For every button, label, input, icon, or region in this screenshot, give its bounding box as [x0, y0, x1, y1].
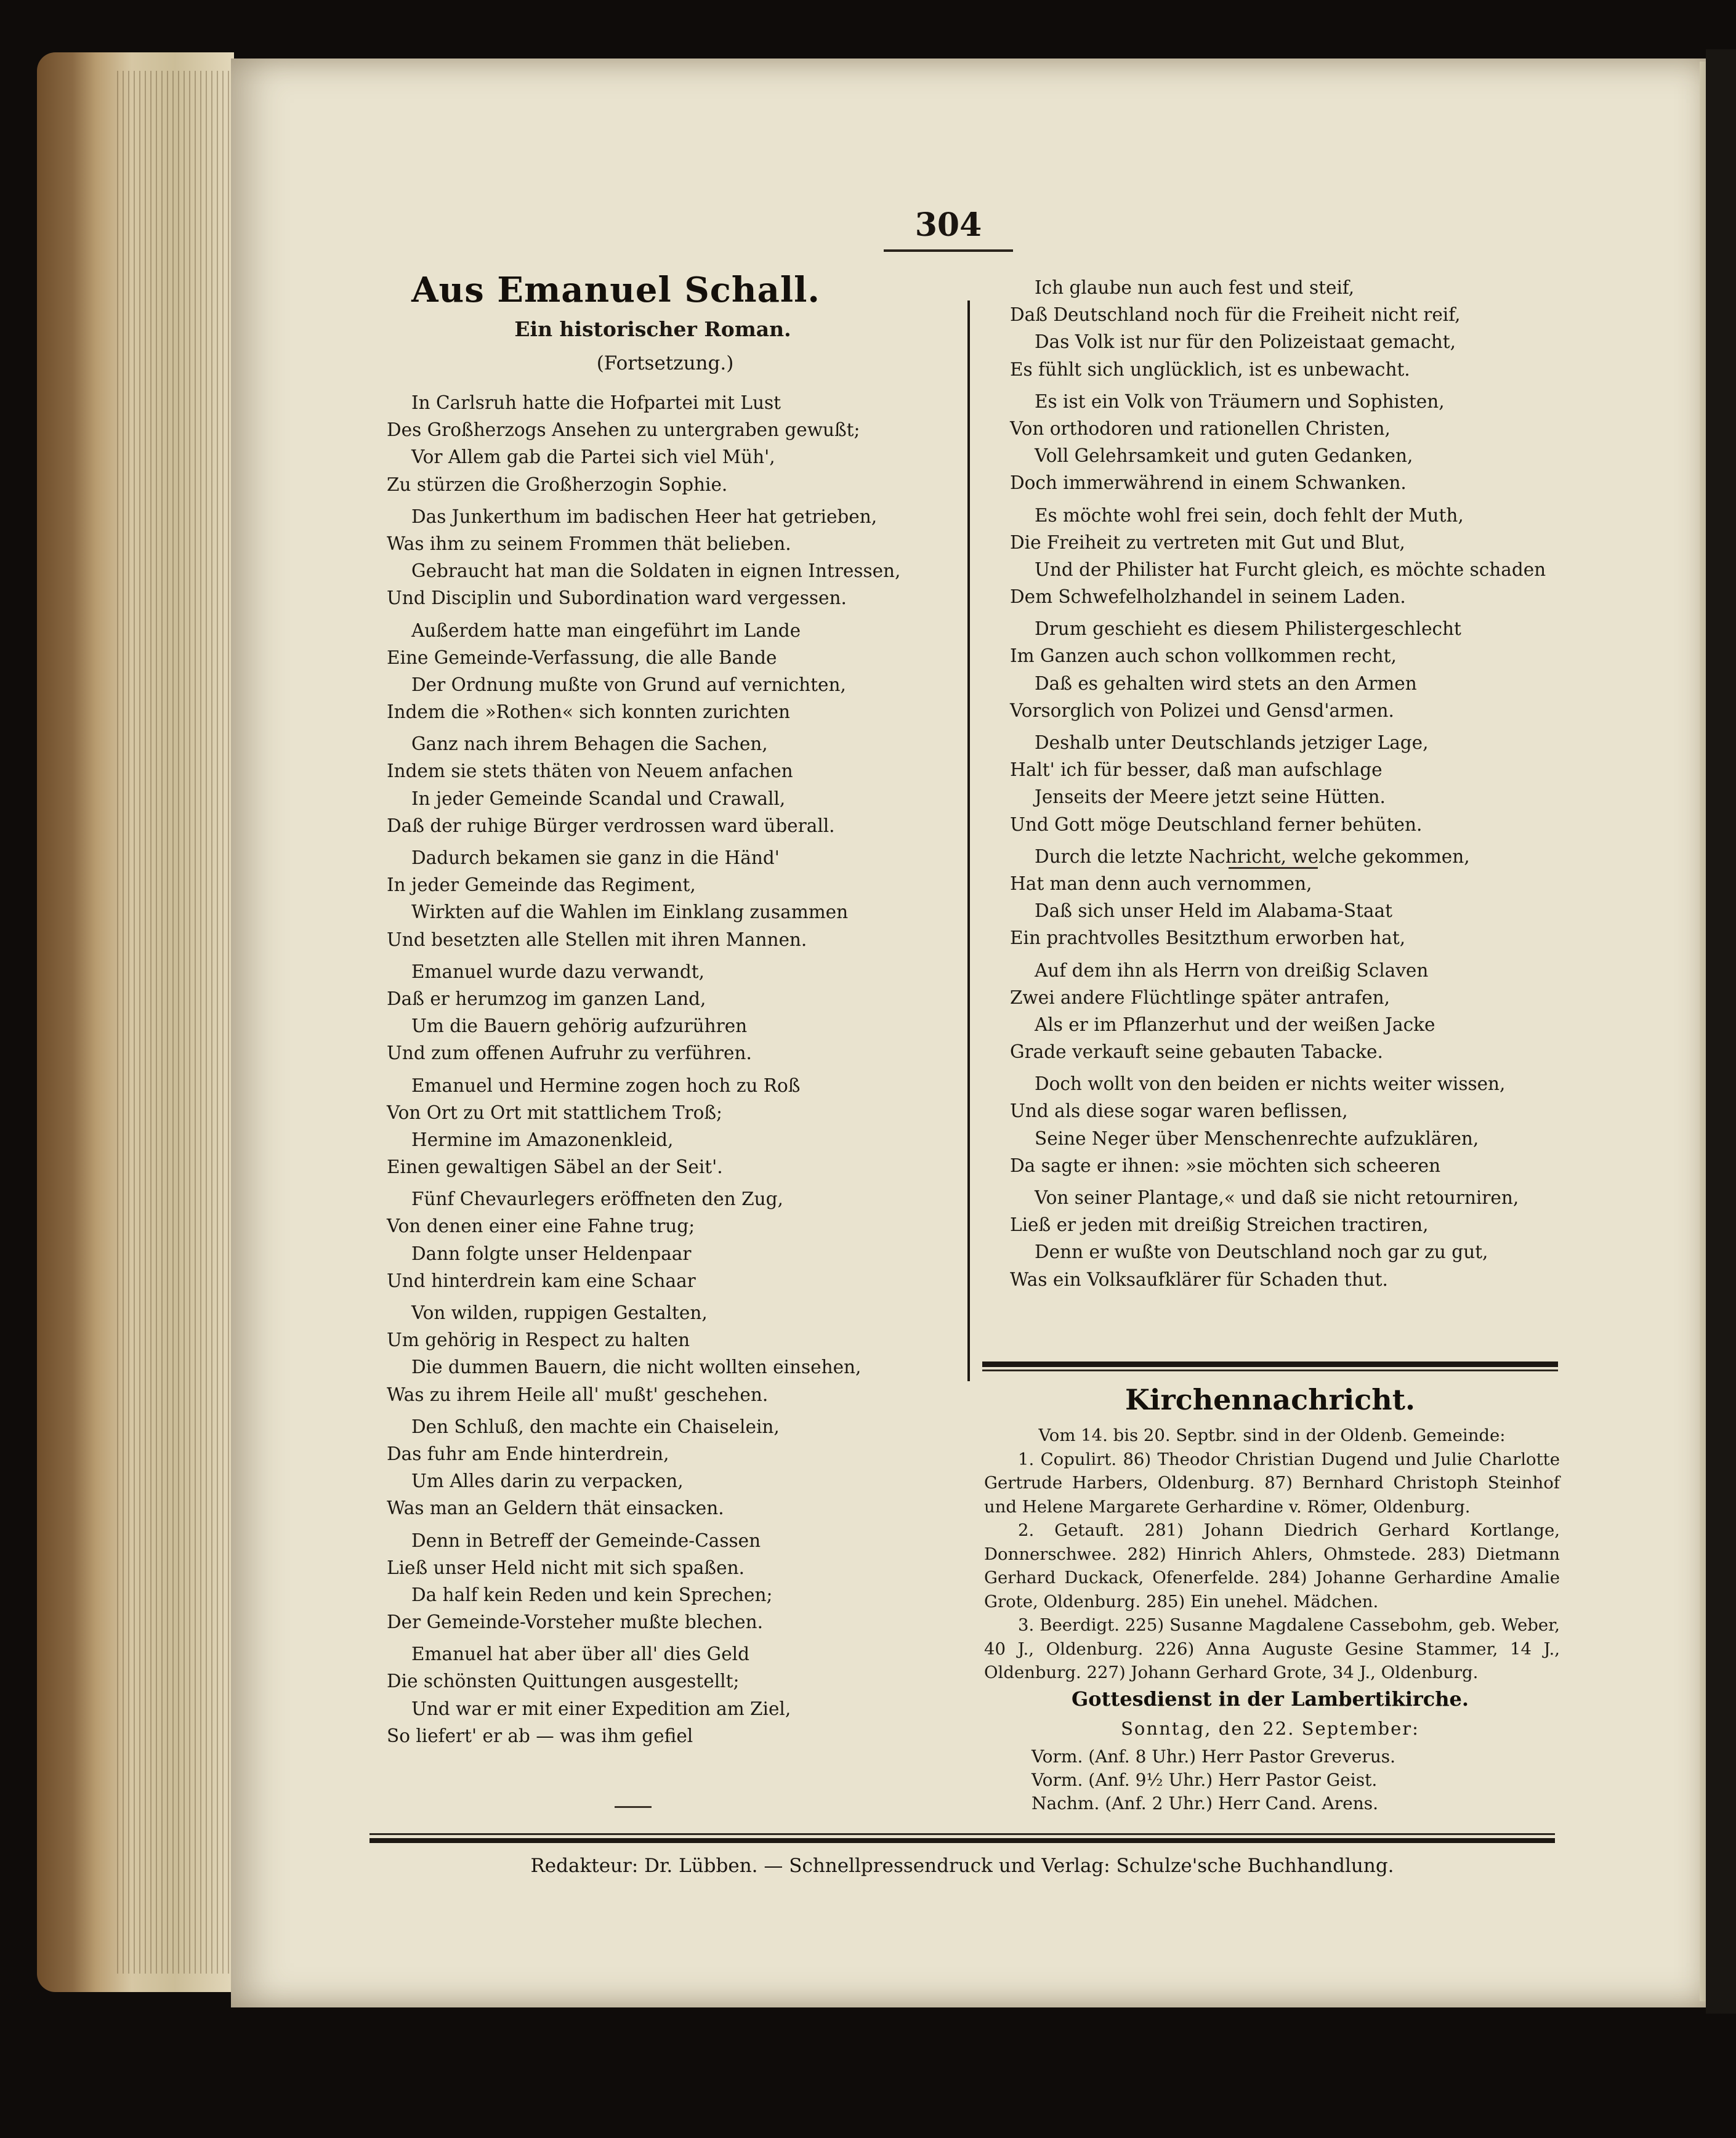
verse-line: Und als diese sogar waren beflissen,: [1010, 1100, 1348, 1122]
church-news-body: [984, 1424, 1560, 1685]
verse-line: Daß es gehalten wird stets an den Armen: [1035, 672, 1417, 694]
verse-line: Einen gewaltigen Säbel an der Seit'.: [387, 1156, 723, 1178]
verse-line: Das Junkerthum im badischen Heer hat getrieben,: [411, 506, 878, 527]
verse-line: So liefert' er ab — was ihm gefiel: [387, 1725, 693, 1746]
verse-line: Des Großherzogs Ansehen zu untergraben gewußt;: [387, 419, 860, 441]
verse-line: Seine Neger über Menschenrechte aufzuklären,: [1035, 1127, 1479, 1149]
verse-line: Im Ganzen auch schon vollkommen recht,: [1010, 645, 1397, 667]
verse-line: Und hinterdrein kam eine Schaar: [387, 1270, 696, 1291]
verse-line: Die schönsten Quittungen ausgestellt;: [387, 1671, 740, 1692]
verse-line: Außerdem hatte man eingeführt im Lande: [411, 619, 801, 641]
verse-line: Emanuel hat aber über all' dies Geld: [411, 1644, 749, 1665]
verse-line: Um gehörig in Respect zu halten: [387, 1329, 690, 1351]
verse-line: Emanuel wurde dazu verwandt,: [411, 961, 705, 982]
service-item: Nachm. (Anf. 2 Uhr.) Herr Cand. Arens.: [1032, 1793, 1378, 1813]
verse-line: Und der Philister hat Furcht gleich, es möchte schaden: [1035, 559, 1546, 580]
verse-line: Doch wollt von den beiden er nichts weiter wissen,: [1035, 1073, 1506, 1095]
verse-line: Ließ unser Held nicht mit sich spaßen.: [387, 1557, 745, 1578]
church-intro: Vom 14. bis 20. Septbr. sind in der Oldenb. Gemeinde:: [1038, 1426, 1506, 1445]
verse-line: Daß der ruhige Bürger verdrossen ward überall.: [387, 815, 835, 836]
verse-line: Es möchte wohl frei sein, doch fehlt der Muth,: [1035, 504, 1464, 526]
verse-line: Auf dem ihn als Herrn von dreißig Sclaven: [1035, 959, 1429, 981]
verse-line: Dadurch bekamen sie ganz in die Händ': [411, 847, 780, 868]
stanza: [1010, 274, 1546, 383]
stanza: [387, 1413, 900, 1522]
verse-line: Den Schluß, den machte ein Chaiselein,: [411, 1416, 780, 1437]
stanza: [1010, 1184, 1546, 1293]
verse-line: Vorsorglich von Polizei und Gensd'armen.: [1010, 700, 1394, 721]
verse-line: Voll Gelehrsamkeit und guten Gedanken,: [1035, 445, 1413, 467]
imprint-footer: Redakteur: Dr. Lübben. — Schnellpressendruck und Verlag: Schulze'sche Buchhandlung.: [530, 1855, 1394, 1877]
stanza: [387, 958, 900, 1067]
verse-line: Da sagte er ihnen: »sie möchten sich scheeren: [1010, 1155, 1441, 1176]
stanza: [1010, 957, 1546, 1066]
footer-rule-thick: [369, 1838, 1555, 1843]
verse-line: Doch immerwährend in einem Schwanken.: [1010, 472, 1407, 494]
article-subtitle: Ein historischer Roman.: [514, 317, 791, 341]
dark-border: [1706, 49, 1736, 2014]
verse-line: Fünf Chevaurlegers eröffneten den Zug,: [411, 1188, 783, 1210]
verse-line: Dem Schwefelholzhandel in seinem Laden.: [1010, 586, 1406, 608]
church-rule-thick: [982, 1361, 1558, 1367]
verse-line: Eine Gemeinde-Verfassung, die alle Bande: [387, 647, 777, 668]
verse-line: Was ein Volksaufklärer für Schaden thut.: [1010, 1269, 1388, 1290]
stanza: [387, 617, 900, 726]
verse-line: Denn er wußte von Deutschland noch gar zu gut,: [1035, 1241, 1488, 1263]
verse-line: Von seiner Plantage,« und daß sie nicht retourniren,: [1035, 1187, 1519, 1208]
verse-line: Von wilden, ruppigen Gestalten,: [411, 1302, 708, 1323]
stanza: [1010, 388, 1546, 497]
verse-line: Zu stürzen die Großherzogin Sophie.: [387, 474, 728, 495]
verse-line: Halt' ich für besser, daß man aufschlage: [1010, 759, 1383, 781]
verse-line: Das fuhr am Ende hinterdrein,: [387, 1443, 669, 1464]
verse-line: In Carlsruh hatte die Hofpartei mit Lust: [411, 392, 781, 413]
verse-line: Daß er herumzog im ganzen Land,: [387, 988, 706, 1009]
stanza: [1010, 1070, 1546, 1179]
verse-line: Wirkten auf die Wahlen im Einklang zusammen: [411, 902, 849, 923]
verse-line: Indem sie stets thäten von Neuem anfachen: [387, 760, 793, 782]
verse-line: Und besetzten alle Stellen mit ihren Mannen.: [387, 929, 807, 950]
verse-line: Daß sich unser Held im Alabama-Staat: [1035, 900, 1392, 922]
verse-line: Deshalb unter Deutschlands jetziger Lage,: [1035, 732, 1429, 753]
verse-line: Das Volk ist nur für den Polizeistaat gemacht,: [1035, 331, 1456, 353]
verse-line: Indem die »Rothen« sich konnten zurichten: [387, 701, 790, 723]
service-item: Vorm. (Anf. 8 Uhr.) Herr Pastor Greverus.: [1032, 1746, 1396, 1767]
verse-line: Hermine im Amazonenkleid,: [411, 1129, 674, 1150]
verse-line: Vor Allem gab die Partei sich viel Müh',: [411, 446, 775, 468]
verse-line: Was man an Geldern thät einsacken.: [387, 1498, 724, 1519]
page-number: 304: [914, 206, 982, 244]
verse-line: Der Ordnung mußte von Grund auf vernichten,: [411, 674, 846, 695]
verse-line: Der Gemeinde-Vorsteher mußte blechen.: [387, 1612, 763, 1633]
verse-line: Und Disciplin und Subordination ward vergessen.: [387, 587, 847, 609]
verse-line: Was ihm zu seinem Frommen thät belieben.: [387, 533, 791, 554]
verse-line: Ein prachtvolles Besitzthum erworben hat,: [1010, 927, 1406, 949]
left-column-poem: [387, 389, 900, 1754]
stanza: [387, 389, 900, 498]
verse-line: Von denen einer eine Fahne trug;: [387, 1216, 695, 1237]
verse-line: Es fühlt sich unglücklich, ist es unbewacht.: [1010, 358, 1410, 380]
service-list: [1032, 1745, 1395, 1815]
service-heading: Gottesdienst in der Lambertikirche.: [1071, 1687, 1469, 1711]
stanza: [387, 1640, 900, 1749]
verse-line: Von orthodoren und rationellen Christen,: [1010, 418, 1391, 439]
church-getauft: 2. Getauft. 281) Johann Diedrich Gerhard Kortlange, Donnerschwee. 282) Hinrich Ahlers, Ohmstede. 283) Dietmann Gerhard Duckack, Ofenerfelde. 284) Johanne Gerhardine Amalie Grote, Oldenburg. 285) Ein unehel. Mädchen.: [984, 1520, 1560, 1612]
verse-line: Grade verkauft seine gebauten Tabacke.: [1010, 1041, 1383, 1063]
continuation-note: (Fortsetzung.): [596, 352, 734, 374]
stanza: [1010, 615, 1546, 724]
verse-line: Und Gott möge Deutschland ferner behüten.: [1010, 813, 1423, 835]
verse-line: Ich glaube nun auch fest und steif,: [1035, 277, 1355, 298]
verse-line: Drum geschieht es diesem Philistergeschlecht: [1035, 618, 1461, 640]
verse-line: Um die Bauern gehörig aufzurühren: [411, 1015, 748, 1037]
stanza: [1010, 729, 1546, 838]
verse-line: Die dummen Bauern, die nicht wollten einsehen,: [411, 1357, 862, 1378]
end-rule-left: [615, 1806, 652, 1808]
footer-rule-thin: [369, 1833, 1555, 1835]
church-copulirt: 1. Copulirt. 86) Theodor Christian Dugend und Julie Charlotte Gertrude Harbers, Oldenburg. 87) Bernhard Christoph Steinhof und Helene Margarete Gerhardine v. Römer, Oldenburg.: [984, 1449, 1560, 1517]
verse-line: Ließ er jeden mit dreißig Streichen tractiren,: [1010, 1214, 1429, 1236]
church-rule-thin: [982, 1370, 1558, 1371]
verse-line: Als er im Pflanzerhut und der weißen Jacke: [1035, 1014, 1435, 1035]
verse-line: Die Freiheit zu vertreten mit Gut und Blut,: [1010, 531, 1405, 553]
verse-line: Durch die letzte Nachricht, welche gekommen,: [1035, 845, 1470, 867]
stanza: [387, 1185, 900, 1294]
verse-line: Emanuel und Hermine zogen hoch zu Roß: [411, 1075, 801, 1096]
column-divider: [967, 301, 970, 1381]
verse-line: Und war er mit einer Expedition am Ziel,: [411, 1698, 791, 1719]
verse-line: Ganz nach ihrem Behagen die Sachen,: [411, 733, 768, 755]
verse-line: Was zu ihrem Heile all' mußt' geschehen.: [387, 1384, 769, 1405]
stanza: [387, 844, 900, 953]
verse-line: Denn in Betreff der Gemeinde-Cassen: [411, 1530, 761, 1551]
verse-line: Jenseits der Meere jetzt seine Hütten.: [1035, 786, 1386, 808]
stanza: [1010, 843, 1546, 952]
verse-line: Daß Deutschland noch für die Freiheit nicht reif,: [1010, 304, 1461, 326]
section-rule-right: [1229, 867, 1318, 869]
verse-line: In jeder Gemeinde das Regiment,: [387, 874, 696, 896]
stanza: [387, 1072, 900, 1181]
verse-line: Da half kein Reden und kein Sprechen;: [411, 1584, 773, 1605]
stanza: [387, 730, 900, 839]
verse-line: Und zum offenen Aufruhr zu verführen.: [387, 1043, 752, 1064]
verse-line: Zwei andere Flüchtlinge später antrafen,: [1010, 986, 1391, 1008]
verse-line: In jeder Gemeinde Scandal und Crawall,: [411, 788, 786, 809]
stanza: [387, 1527, 900, 1636]
verse-line: Es ist ein Volk von Träumern und Sophisten,: [1035, 390, 1445, 412]
church-news-title: Kirchennachricht.: [1125, 1383, 1415, 1416]
right-column-poem: [1010, 274, 1546, 1298]
article-title: Aus Emanuel Schall.: [411, 270, 820, 310]
verse-line: Um Alles darin zu verpacken,: [411, 1470, 684, 1492]
stanza: [387, 1299, 900, 1408]
verse-line: Von Ort zu Ort mit stattlichem Troß;: [387, 1102, 723, 1123]
verse-line: Hat man denn auch vernommen,: [1010, 873, 1312, 894]
verse-line: Dann folgte unser Heldenpaar: [411, 1243, 692, 1264]
stanza: [1010, 502, 1546, 611]
page-number-rule: [884, 249, 1013, 252]
service-item: Vorm. (Anf. 9½ Uhr.) Herr Pastor Geist.: [1032, 1770, 1378, 1790]
verse-line: Gebraucht hat man die Soldaten in eignen Intressen,: [411, 560, 901, 582]
stanza: [387, 503, 900, 612]
book-page-edges: [37, 52, 234, 1992]
church-beerdigt: 3. Beerdigt. 225) Susanne Magdalene Cassebohm, geb. Weber, 40 J., Oldenburg. 226) Anna Auguste Gesine Stammer, 14 J., Oldenburg. 227) Johann Gerhard Grote, 34 J., Oldenburg.: [984, 1615, 1560, 1682]
service-date: Sonntag, den 22. September:: [1121, 1718, 1419, 1739]
